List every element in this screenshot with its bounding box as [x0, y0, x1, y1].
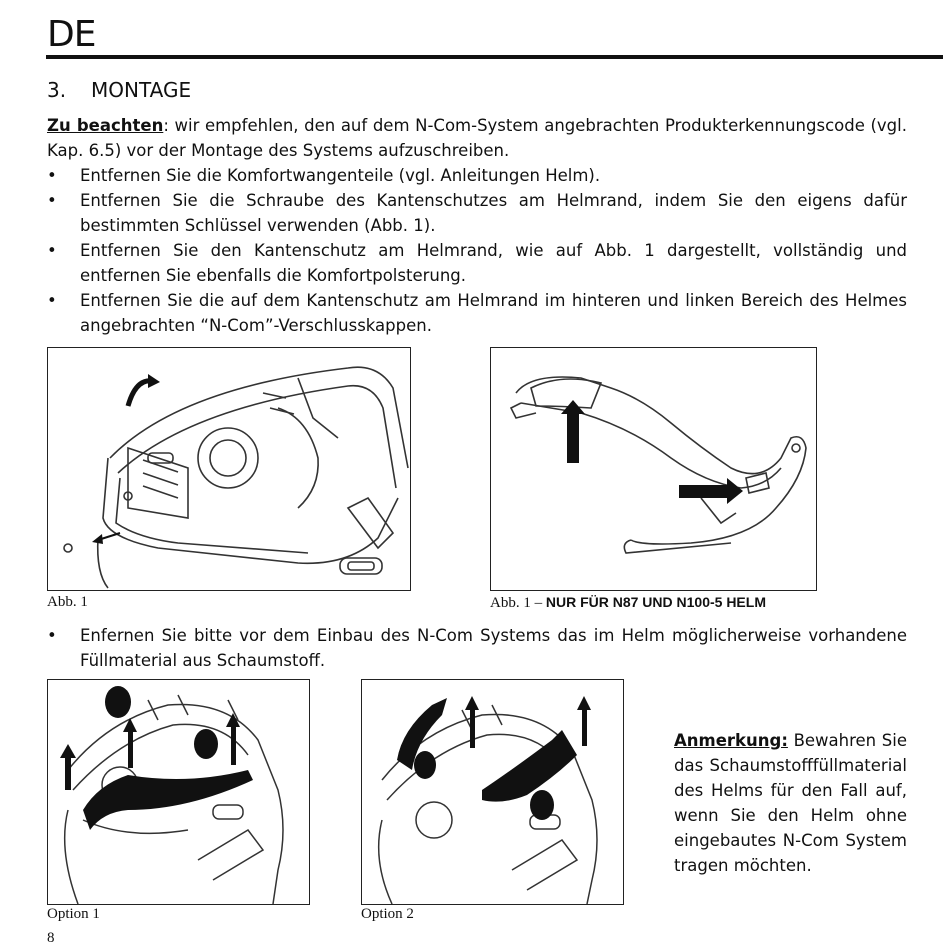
note-label: Anmerkung:	[674, 731, 788, 750]
figure-caption: Option 1	[47, 906, 100, 922]
figure-caption: Abb. 1	[47, 594, 88, 610]
foam-option-2-illustration	[362, 680, 623, 904]
bullet-icon: •	[47, 241, 57, 260]
list-item: • Entfernen Sie die Schraube des Kantenschutzes am Helmrand, indem Sie den eigens dafür bestimmten Schlüssel verwenden (Abb. 1).	[47, 188, 907, 238]
intro-text: : wir empfehlen, den auf dem N-Com-System angebrachten Produkterkennungscode (vgl. Kap. 6.5) vor der Montage des Systems aufzuschreiben.	[47, 116, 907, 160]
section-name: MONTAGE	[91, 78, 192, 102]
language-code: DE	[47, 14, 96, 55]
page-number: 8	[47, 930, 55, 946]
header-rule	[46, 55, 943, 59]
bullet-icon: •	[47, 191, 57, 210]
helmet-edge-illustration	[48, 348, 410, 590]
foam-option-1-illustration	[48, 680, 309, 904]
figure-edge-guard-removal	[47, 347, 411, 591]
figure-option-1	[47, 679, 310, 905]
figure-option-2	[361, 679, 624, 905]
bullet-icon: •	[47, 166, 57, 185]
figure-edge-guard-n87	[490, 347, 817, 591]
list-item: • Entfernen Sie die Komfortwangenteile (vgl. Anleitungen Helm).	[47, 163, 907, 188]
list-item: • Enfernen Sie bitte vor dem Einbau des N-Com Systems das im Helm möglicherweise vorhandene Füllmaterial aus Schaumstoff.	[47, 623, 907, 673]
figure-caption: Option 2	[361, 906, 414, 922]
bullet-icon: •	[47, 291, 57, 310]
intro-paragraph	[47, 113, 907, 163]
note-paragraph	[674, 728, 907, 878]
intro-label: Zu beachten	[47, 116, 164, 135]
section-title	[47, 78, 191, 102]
section-number: 3.	[47, 78, 67, 102]
list-item: • Entfernen Sie die auf dem Kantenschutz am Helmrand im hinteren und linken Bereich des Helmes angebrachten “N-Com”-Verschlusskappen.	[47, 288, 907, 338]
bullet-icon: •	[47, 626, 57, 645]
edge-guard-illustration	[491, 348, 816, 590]
list-item: • Entfernen Sie den Kantenschutz am Helmrand, wie auf Abb. 1 dargestellt, vollständig und entfernen Sie ebenfalls die Komfortpolsterung.	[47, 238, 907, 288]
figure-caption: Abb. 1 – NUR FÜR N87 UND N100-5 HELM	[490, 594, 766, 611]
note-text: Bewahren Sie das Schaumstofffüllmaterial des Helms für den Fall auf, wenn Sie den Helm ohne eingebautes N-Com System tragen möchten.	[674, 731, 907, 875]
